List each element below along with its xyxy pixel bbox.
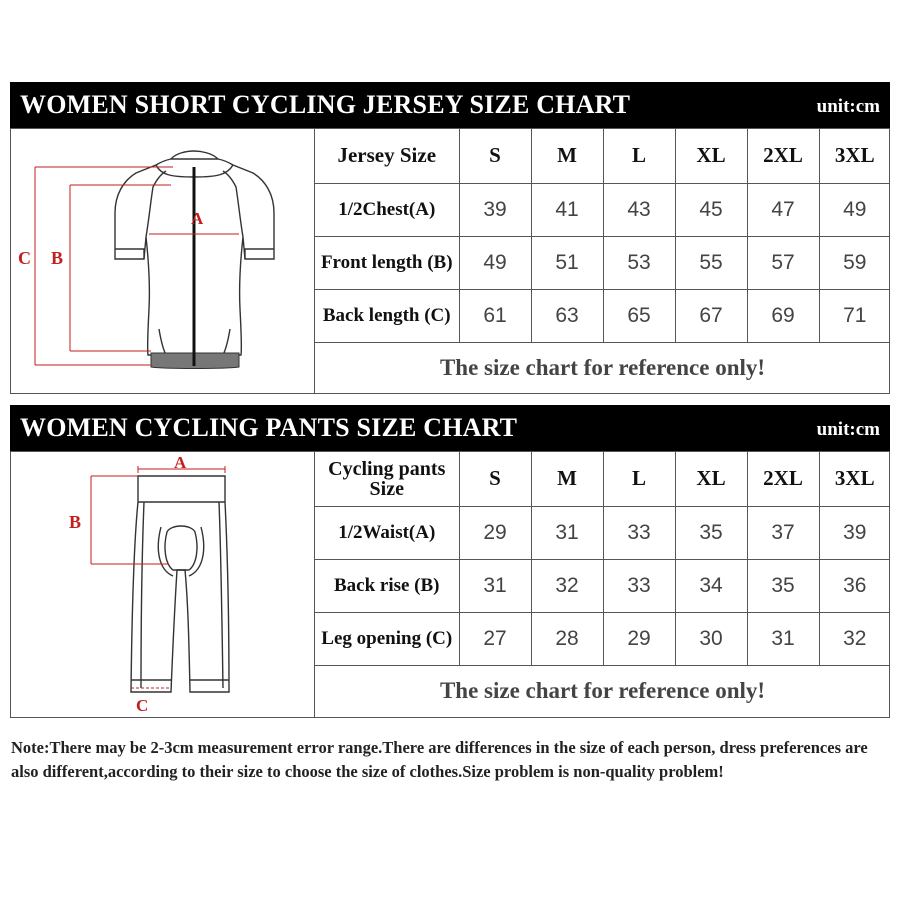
table-cell: 71 bbox=[819, 289, 890, 342]
row-label: Back rise (B) bbox=[315, 559, 459, 612]
pants-chart-title: WOMEN CYCLING PANTS SIZE CHART bbox=[20, 413, 518, 442]
table-cell: 35 bbox=[675, 506, 747, 559]
size-header: S bbox=[459, 452, 531, 506]
pants-label-c: C bbox=[136, 696, 149, 715]
size-header: XL bbox=[675, 129, 747, 183]
jersey-size-table bbox=[315, 129, 890, 394]
table-cell: 65 bbox=[603, 289, 675, 342]
jersey-header-row bbox=[315, 129, 890, 183]
table-cell: 37 bbox=[747, 506, 819, 559]
size-header: M bbox=[531, 452, 603, 506]
size-header: L bbox=[603, 452, 675, 506]
jersey-title-banner bbox=[10, 82, 890, 128]
jersey-diagram-icon bbox=[11, 129, 314, 393]
pants-size-table bbox=[315, 452, 890, 718]
table-cell: 27 bbox=[459, 612, 531, 665]
size-header: S bbox=[459, 129, 531, 183]
table-cell: 29 bbox=[459, 506, 531, 559]
table-cell: 32 bbox=[819, 612, 890, 665]
table-cell: 29 bbox=[603, 612, 675, 665]
jersey-size-panel bbox=[10, 128, 890, 394]
table-row bbox=[315, 289, 890, 342]
size-header: XL bbox=[675, 452, 747, 506]
row-label: 1/2Waist(A) bbox=[315, 506, 459, 559]
table-cell: 39 bbox=[459, 183, 531, 236]
jersey-size-header: Jersey Size bbox=[315, 129, 459, 183]
table-cell: 34 bbox=[675, 559, 747, 612]
reference-note: The size chart for reference only! bbox=[315, 342, 890, 393]
table-cell: 55 bbox=[675, 236, 747, 289]
table-row bbox=[315, 612, 890, 665]
size-header: 3XL bbox=[819, 452, 890, 506]
row-label: 1/2Chest(A) bbox=[315, 183, 459, 236]
table-cell: 36 bbox=[819, 559, 890, 612]
size-header: 3XL bbox=[819, 129, 890, 183]
table-cell: 59 bbox=[819, 236, 890, 289]
table-row bbox=[315, 506, 890, 559]
table-cell: 67 bbox=[675, 289, 747, 342]
size-header: M bbox=[531, 129, 603, 183]
row-label: Leg opening (C) bbox=[315, 612, 459, 665]
table-cell: 57 bbox=[747, 236, 819, 289]
reference-row bbox=[315, 665, 890, 717]
table-row bbox=[315, 236, 890, 289]
table-cell: 51 bbox=[531, 236, 603, 289]
table-cell: 49 bbox=[819, 183, 890, 236]
table-cell: 31 bbox=[747, 612, 819, 665]
table-cell: 47 bbox=[747, 183, 819, 236]
size-header: 2XL bbox=[747, 452, 819, 506]
table-row bbox=[315, 183, 890, 236]
jersey-label-a: A bbox=[191, 209, 204, 228]
pants-figure bbox=[11, 452, 315, 717]
table-cell: 43 bbox=[603, 183, 675, 236]
table-cell: 41 bbox=[531, 183, 603, 236]
table-cell: 35 bbox=[747, 559, 819, 612]
table-cell: 49 bbox=[459, 236, 531, 289]
table-cell: 45 bbox=[675, 183, 747, 236]
pants-unit-label: unit:cm bbox=[816, 419, 880, 440]
row-label: Back length (C) bbox=[315, 289, 459, 342]
table-cell: 39 bbox=[819, 506, 890, 559]
table-row bbox=[315, 559, 890, 612]
jersey-chart-title: WOMEN SHORT CYCLING JERSEY SIZE CHART bbox=[20, 90, 631, 119]
table-cell: 31 bbox=[531, 506, 603, 559]
pants-header-row bbox=[315, 452, 890, 506]
row-label: Front length (B) bbox=[315, 236, 459, 289]
jersey-label-b: B bbox=[51, 248, 64, 268]
table-cell: 30 bbox=[675, 612, 747, 665]
table-cell: 28 bbox=[531, 612, 603, 665]
table-cell: 61 bbox=[459, 289, 531, 342]
pants-title-banner bbox=[10, 405, 890, 451]
pants-size-panel bbox=[10, 451, 890, 718]
jersey-unit-label: unit:cm bbox=[816, 96, 880, 117]
measurement-note: Note:There may be 2-3cm measurement error range.There are differences in the size of each person, dress preferences are also different,according to their size to choose the size of clothes.Size problem is non-quality problem! bbox=[11, 738, 868, 781]
reference-note: The size chart for reference only! bbox=[315, 665, 890, 717]
table-cell: 33 bbox=[603, 559, 675, 612]
reference-row bbox=[315, 342, 890, 393]
table-cell: 69 bbox=[747, 289, 819, 342]
pants-label-a: A bbox=[174, 453, 187, 472]
pants-label-b: B bbox=[69, 512, 82, 532]
pants-diagram-icon bbox=[11, 452, 314, 717]
jersey-figure bbox=[11, 129, 315, 393]
jersey-label-c: C bbox=[18, 248, 31, 268]
size-header: 2XL bbox=[747, 129, 819, 183]
table-cell: 63 bbox=[531, 289, 603, 342]
table-cell: 53 bbox=[603, 236, 675, 289]
table-cell: 33 bbox=[603, 506, 675, 559]
size-header: L bbox=[603, 129, 675, 183]
table-cell: 31 bbox=[459, 559, 531, 612]
table-cell: 32 bbox=[531, 559, 603, 612]
pants-size-header: Cycling pants Size bbox=[315, 452, 459, 506]
